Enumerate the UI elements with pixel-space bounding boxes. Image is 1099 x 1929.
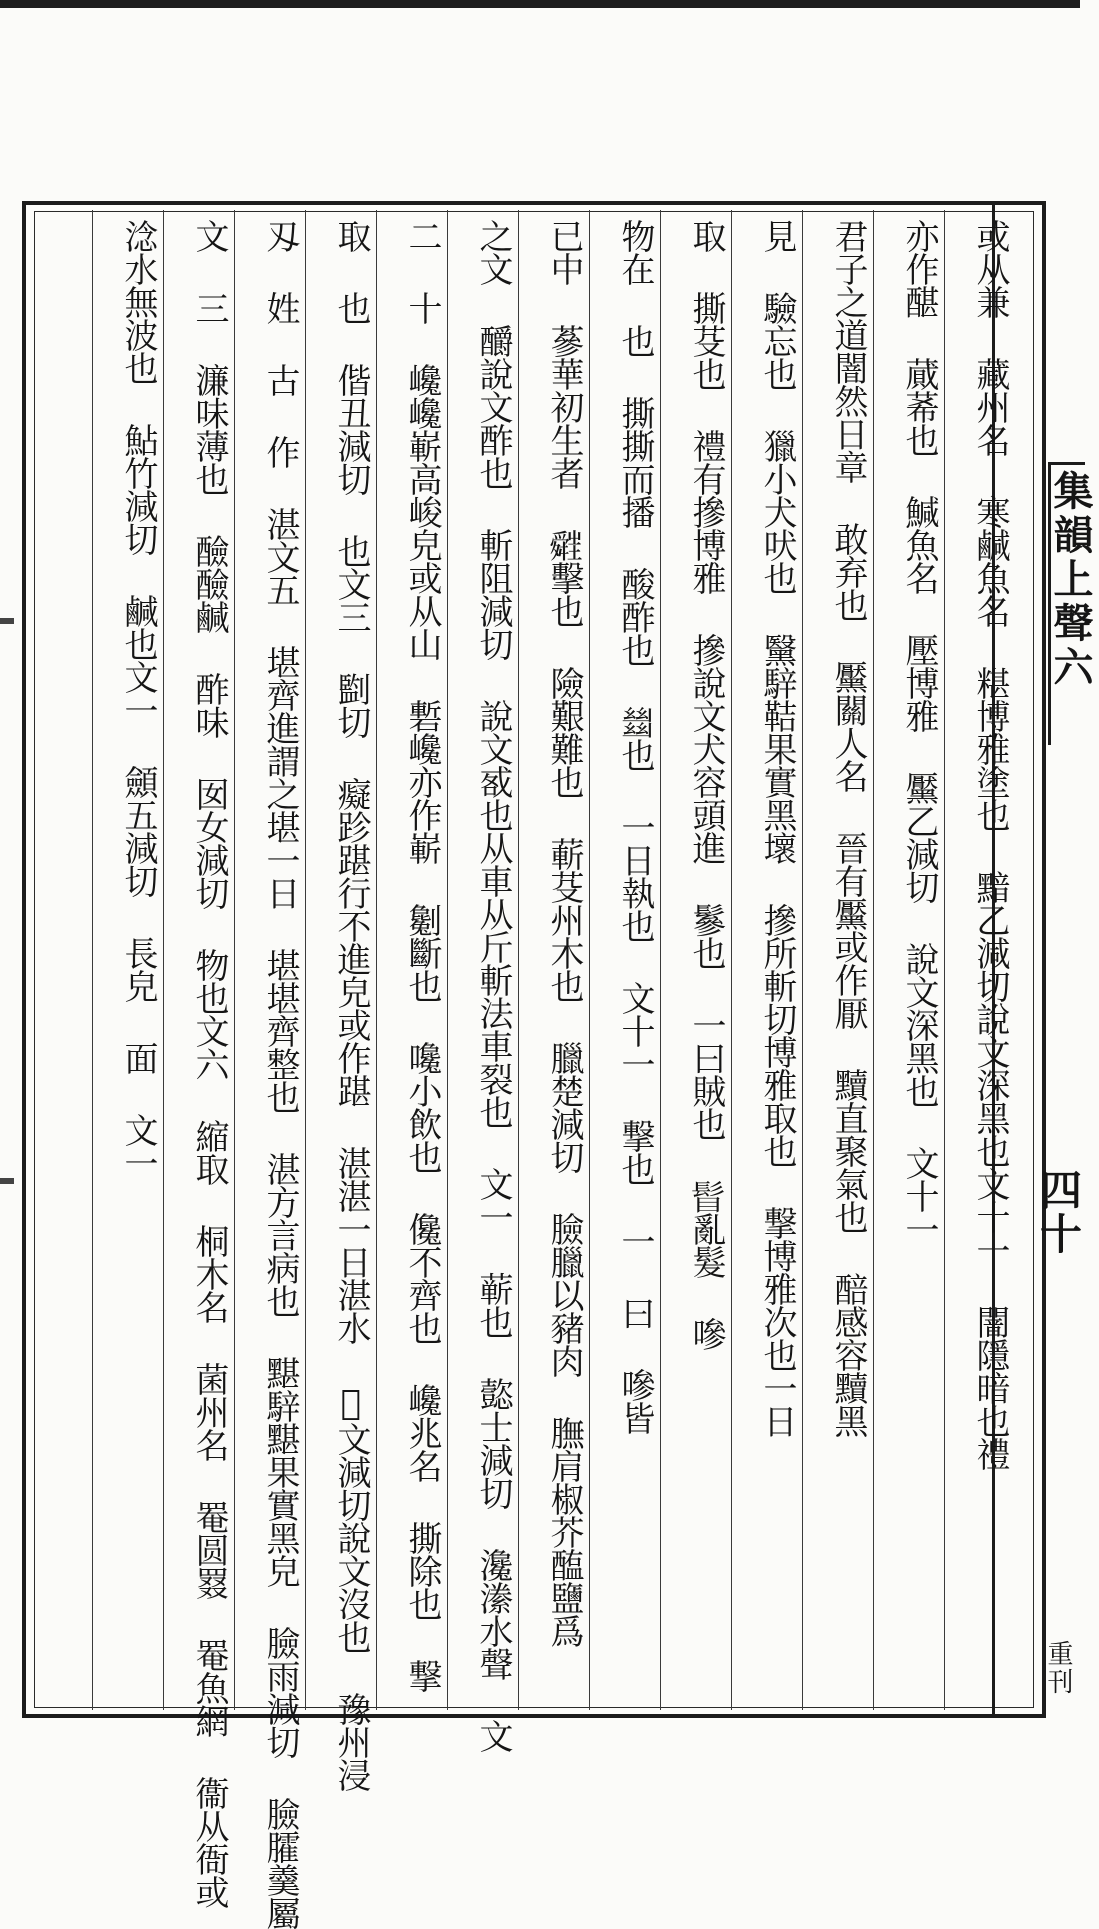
text-column-8: 之文 釂說文酢也 斬阻減切 說文㦴也从車从斤斬法車裂也 文一 蕲也 㦤士減切 瀺潫水聲 文 bbox=[473, 219, 513, 1752]
text-column-13: 淰水無波也 鮎竹減切 鹹也文一 顩五減切 長皃 面 文一 bbox=[118, 219, 158, 1179]
text-column-6: 物在 也 撕撕而播 酸酢也 𢇍也 一日執也 文十一 撃也 一 曰 嘇皆 bbox=[615, 219, 655, 1434]
margin-mark bbox=[0, 1178, 14, 1184]
text-column-9: 二 十 巉巉嶄高峻皃或从山 磛巉亦作嶄 劖斷也 嚵小飲也 儳不齊也 巉兆名 撕除也 撃 bbox=[402, 219, 442, 1692]
reprint-mark: 重刊 bbox=[1043, 1640, 1073, 1696]
margin-mark bbox=[0, 618, 14, 624]
column-rule bbox=[92, 210, 93, 1710]
text-column-7: 已中 蔘華初生者 𦨁擊也 險艱難也 蔪芟州木也 臘楚減切 臉臘以豬肉 膴肩椒芥醢鹽爲 bbox=[544, 219, 584, 1647]
text-column-4: 見 驗忘也 獵小犬吠也 黳騂鞊果實黑壞 摻所斬切博雅取也 撃博雅次也一日 bbox=[757, 219, 797, 1437]
page-number: 四十 bbox=[1034, 1168, 1083, 1256]
text-column-1: 或从兼 藏州名 寒鹹魚名 糂博雅塗也 黯乙減切說文深黑也文十一 闇隱暗也禮 bbox=[970, 219, 1010, 1470]
text-column-3: 君子之道闇然日章 敢弃也 黶關人名 晉有黶或作厭 黷直聚氣也 醅感容黷黑 bbox=[828, 219, 868, 1437]
text-column-5: 取 撕芟也 禮有摻博雅 摻說文犬容頭進 鬖也 一曰賊也 𩬞亂髮 嘇 bbox=[686, 219, 726, 1350]
text-column-2: 亦作䤁 蕆莃也 鰔魚名 壓博雅 黶乙減切 說文深黑也 文十一 bbox=[899, 219, 939, 1245]
running-head: 集韻上聲六 bbox=[1047, 470, 1094, 690]
page-top-edge bbox=[0, 0, 1080, 8]
text-column-11: 刄 姓 古 作 湛文五 堪齊進謂之堪一日 堪堪齊整也 湛方言病也 黮騂黮果實黑皃 臉雨減切 臉臛羹屬 bbox=[260, 219, 300, 1929]
text-column-10: 取 也 偕丑減切 也文三 㔋切 癡跈踸行不進皃或作踸 湛湛一日湛水 𣽂文減切說文沒也 豫州浸 bbox=[331, 219, 371, 1791]
text-column-12: 文 三 濂味薄也 醶醶鹹 酢味 囡女減切 物也文六 縮取 桐木名 菌州名 罨圆罬 罨魚網 衞从衙或 bbox=[189, 219, 229, 1908]
